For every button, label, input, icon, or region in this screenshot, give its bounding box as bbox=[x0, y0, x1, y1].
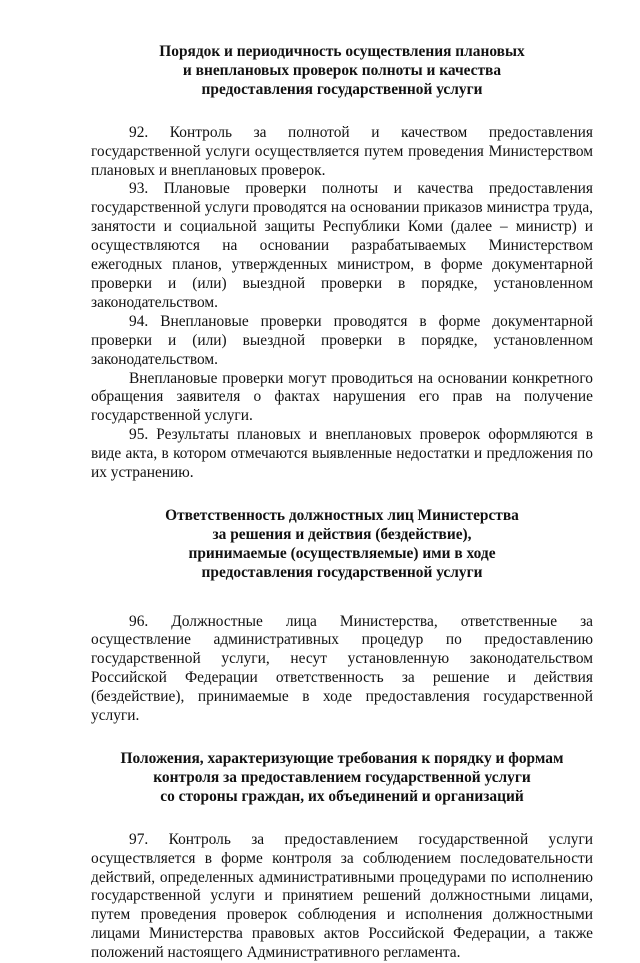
section-heading-inspections bbox=[91, 43, 593, 100]
paragraph-92: 92. Контроль за полнотой и качеством предоставления государственной услуги осуществляется путем проведения Министерством плановых и внеплановых проверок. bbox=[91, 123, 593, 179]
paragraph-97: 97. Контроль за предоставлением государственной услуги осуществляется в форме контроля за соблюдением последовательности действий, определенных административными процедурами по исполнению государственной услуги и принятием решений должностными лицами, путем проведения проверок соблюдения и исполнения должностными лицами Министерства правовых актов Российской Федерации, а также положений настоящего Административного регламента. bbox=[91, 830, 593, 962]
paragraph-94-unscheduled: Внеплановые проверки могут проводиться на основании конкретного обращения заявителя о фактах нарушения его прав на получение государственной услуги. bbox=[91, 369, 593, 425]
section-heading-responsibility bbox=[91, 507, 593, 583]
document-body bbox=[91, 43, 593, 963]
heading-line: принимаемые (осуществляемые) ими в ходе bbox=[188, 544, 496, 562]
paragraph-94: 94. Внеплановые проверки проводятся в форме документарной проверки и (или) выездной проверки в порядке, установленном законодательством. bbox=[91, 312, 593, 368]
heading-line: со стороны граждан, их объединений и организаций bbox=[160, 787, 524, 805]
heading-line: Ответственность должностных лиц Министерства bbox=[165, 506, 519, 524]
heading-line: предоставления государственной услуги bbox=[201, 563, 483, 581]
paragraph-93: 93. Плановые проверки полноты и качества предоставления государственной услуги проводятся на основании приказов министра труда, занятости и социальной защиты Республики Коми (далее – министр) и осуществляются на основании разрабатываемых Министерством ежегодных планов, утвержденных министром, в форме документарной проверки и (или) выездной проверки в порядке, установленном законодательством. bbox=[91, 180, 593, 311]
paragraph-96: 96. Должностные лица Министерства, ответственные за осуществление административных процедур по предоставлению государственной услуги, несут установленную законодательством Российской Федерации ответственность за решение и действия (бездействие), принимаемые в ходе предоставления государственной услуги. bbox=[91, 612, 593, 725]
heading-line: Порядок и периодичность осуществления плановых bbox=[159, 43, 525, 60]
heading-line: Положения, характеризующие требования к порядку и формам bbox=[120, 750, 564, 767]
heading-line: предоставления государственной услуги bbox=[201, 80, 483, 98]
section-heading-public-control bbox=[91, 750, 593, 807]
paragraph-95: 95. Результаты плановых и внеплановых проверок оформляются в виде акта, в котором отмечаются выявленные недостатки и предложения по их устранению. bbox=[91, 426, 593, 482]
heading-line: за решения и действия (бездействие), bbox=[212, 525, 472, 543]
heading-line: и внеплановых проверок полноты и качества bbox=[182, 61, 502, 79]
heading-line: контроля за предоставлением государственной услуги bbox=[153, 768, 531, 786]
